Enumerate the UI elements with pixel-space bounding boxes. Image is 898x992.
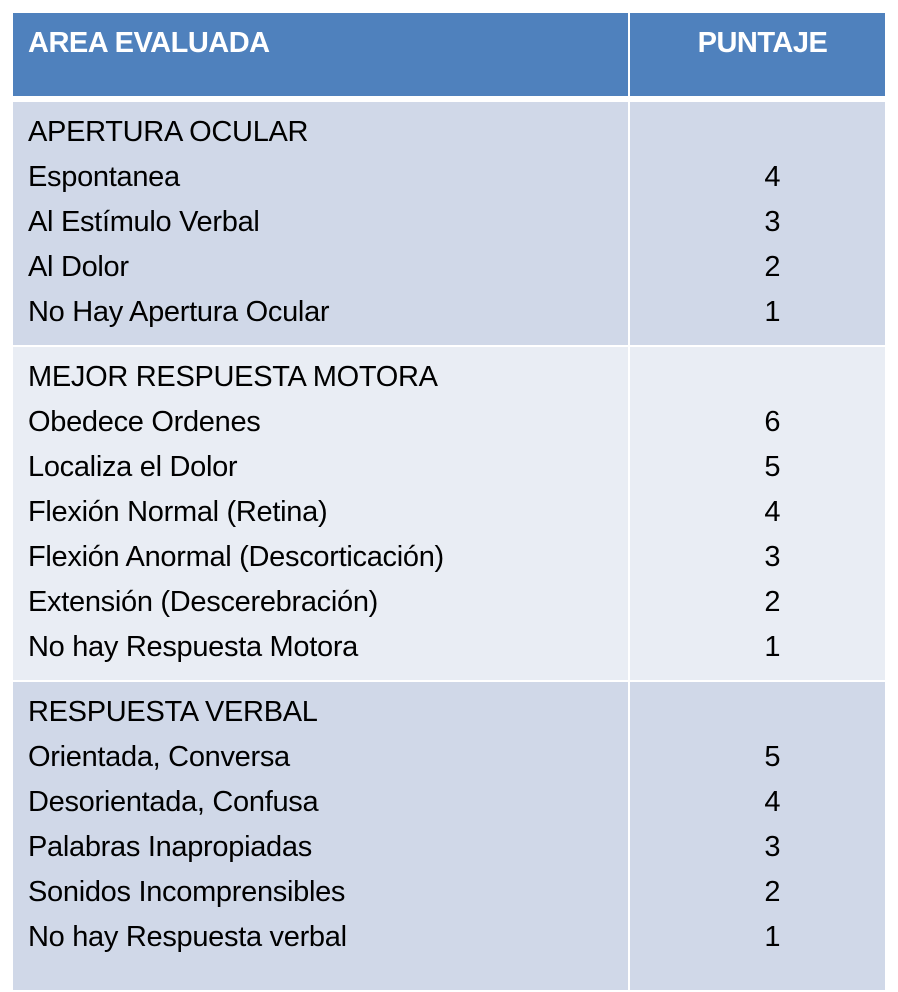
section-labels	[13, 682, 628, 990]
item-label: No hay Respuesta verbal	[28, 921, 347, 953]
item-label: No hay Respuesta Motora	[28, 631, 358, 663]
item-label: Flexión Anormal (Descorticación)	[28, 541, 444, 573]
section-title: APERTURA OCULAR	[28, 116, 309, 148]
glasgow-scale-table	[13, 13, 885, 992]
item-label: Localiza el Dolor	[28, 451, 238, 483]
item-label: No Hay Apertura Ocular	[28, 296, 330, 328]
section-mejor-respuesta-motora	[13, 347, 885, 680]
item-score: 1	[764, 921, 781, 953]
section-apertura-ocular	[13, 102, 885, 345]
item-score: 2	[764, 876, 781, 908]
section-respuesta-verbal	[13, 682, 885, 990]
item-label: Obedece Ordenes	[28, 406, 261, 438]
table-header-row	[13, 13, 885, 96]
item-label: Al Estímulo Verbal	[28, 206, 260, 238]
item-score: 6	[764, 406, 781, 438]
item-score: 3	[764, 206, 781, 238]
section-scores	[630, 347, 885, 680]
item-score: 4	[764, 161, 781, 193]
item-score: 4	[764, 786, 781, 818]
section-scores	[630, 102, 885, 345]
item-label: Flexión Normal (Retina)	[28, 496, 328, 528]
item-label: Desorientada, Confusa	[28, 786, 319, 818]
header-puntaje: PUNTAJE	[630, 13, 885, 96]
item-score: 5	[764, 451, 781, 483]
item-score: 2	[764, 586, 781, 618]
item-score: 1	[764, 296, 781, 328]
item-score: 4	[764, 496, 781, 528]
item-label: Al Dolor	[28, 251, 129, 283]
item-label: Espontanea	[28, 161, 180, 193]
item-label: Orientada, Conversa	[28, 741, 290, 773]
section-title: MEJOR RESPUESTA MOTORA	[28, 361, 438, 393]
item-label: Extensión (Descerebración)	[28, 586, 379, 618]
item-score: 5	[764, 741, 781, 773]
section-scores	[630, 682, 885, 990]
section-labels	[13, 347, 628, 680]
header-area-evaluada: AREA EVALUADA	[13, 13, 628, 96]
item-label: Sonidos Incomprensibles	[28, 876, 346, 908]
section-labels	[13, 102, 628, 345]
item-label: Palabras Inapropiadas	[28, 831, 312, 863]
item-score: 3	[764, 541, 781, 573]
item-score: 2	[764, 251, 781, 283]
section-title: RESPUESTA VERBAL	[28, 696, 318, 728]
item-score: 3	[764, 831, 781, 863]
item-score: 1	[764, 631, 781, 663]
